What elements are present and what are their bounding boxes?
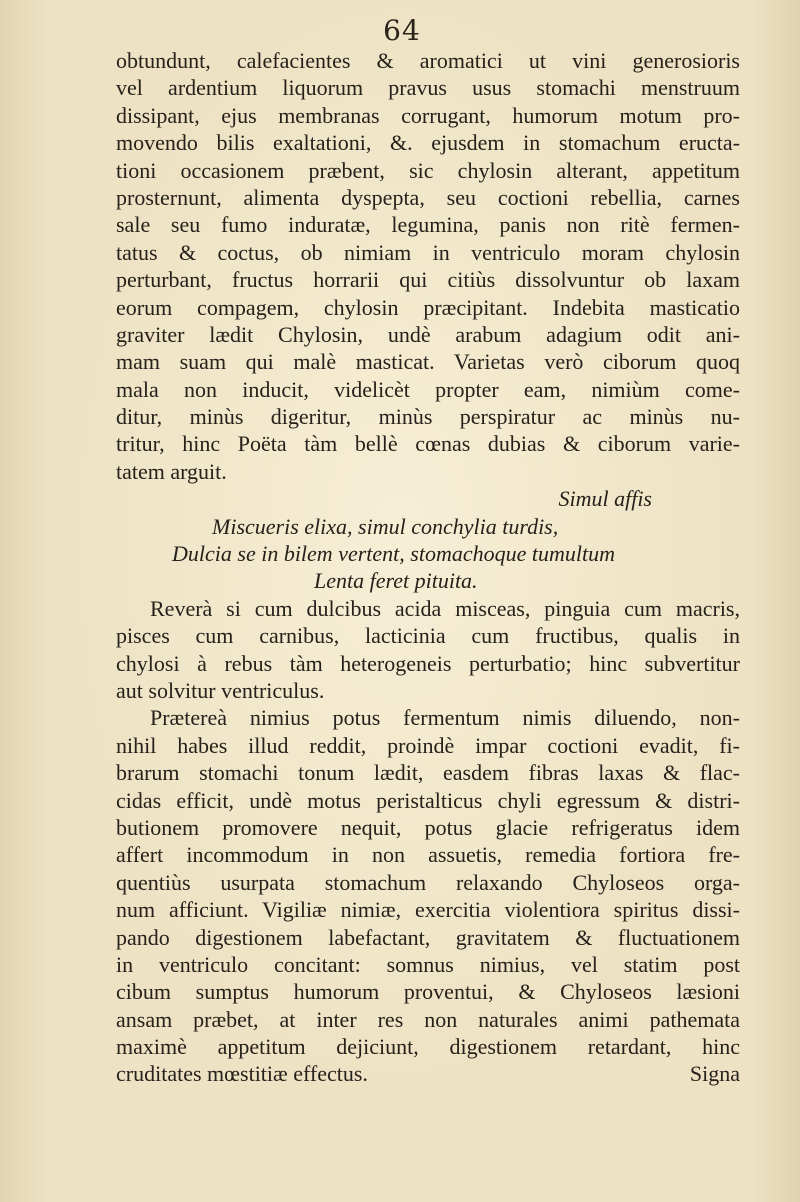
- text-line: cruditates mœstitiæ effectus.: [116, 1061, 368, 1087]
- text-line: vel ardentium liquorum pravus usus stomachi menstruum: [116, 75, 740, 101]
- text-line: cibum sumptus humorum proventui, & Chyloseos læsioni: [116, 979, 740, 1005]
- text-line: movendo bilis exaltationi, &. ejusdem in stomachum eructa-: [116, 130, 740, 156]
- verse-line: Miscueris elixa, simul conchylia turdis,: [212, 513, 559, 539]
- text-line: obtundunt, calefacientes & aromatici ut vini generosioris: [116, 48, 740, 73]
- text-line: butionem promovere nequit, potus glacie refrigeratus idem: [116, 814, 740, 840]
- text-line: cidas efficit, undè motus peristalticus chyli egressum & distri-: [116, 787, 740, 813]
- text-line: chylosi à rebus tàm heterogeneis perturbatio; hinc subvertitur: [116, 650, 740, 676]
- final-line: [116, 1060, 740, 1087]
- text-line: tritur, hinc Poëta tàm bellè cœnas dubias & ciborum varie-: [116, 431, 740, 457]
- text-line: nihil habes illud reddit, proindè impar coctioni evadit, fi-: [116, 732, 740, 758]
- page-body: [116, 47, 740, 1088]
- verse-line: Dulcia se in bilem vertent, stomachoque tumultum: [172, 541, 615, 567]
- text-line: pisces cum carnibus, lacticinia cum fructibus, qualis in: [116, 623, 740, 649]
- text-line: num afficiunt. Vigiliæ nimiæ, exercitia violentiora spiritus dissi-: [116, 897, 740, 923]
- text-line: affert incommodum in non assuetis, remedia fortiora fre-: [116, 842, 740, 868]
- text-line: graviter lædit Chylosin, undè arabum adagium odit ani-: [116, 321, 740, 347]
- verse-line: Simul affis: [558, 486, 652, 512]
- text-line: sale seu fumo induratæ, legumina, panis non ritè fermen-: [116, 212, 740, 238]
- text-line: eorum compagem, chylosin præcipitant. Indebita masticatio: [116, 294, 740, 320]
- text-line: mala non inducit, videlicèt propter eam, nimiùm come-: [116, 376, 740, 402]
- text-line: ansam præbet, at inter res non naturales animi pathemata: [116, 1006, 740, 1032]
- verse-line: Lenta feret pituita.: [314, 568, 478, 594]
- text-line: Reverà si cum dulcibus acida misceas, pinguia cum macris,: [150, 595, 740, 621]
- text-line: in ventriculo concitant: somnus nimius, vel statim post: [116, 951, 740, 977]
- catchword: Signa: [689, 1061, 740, 1087]
- text-line: ditur, minùs digeritur, minùs perspiratur ac minùs nu-: [116, 404, 740, 430]
- text-line: tioni occasionem præbent, sic chylosin alterant, appetitum: [116, 157, 740, 183]
- text-line: quentiùs usurpata stomachum relaxando Chyloseos orga-: [116, 869, 740, 895]
- text-line: prosternunt, alimenta dyspepta, seu coctioni rebellia, carnes: [116, 184, 740, 210]
- text-line: Prætereà nimius potus fermentum nimis diluendo, non-: [150, 705, 740, 731]
- text-line: dissipant, ejus membranas corrugant, humorum motum pro-: [116, 102, 740, 128]
- text-line: tatem arguit.: [116, 458, 227, 484]
- text-line: tatus & coctus, ob nimiam in ventriculo moram chylosin: [116, 239, 740, 265]
- text-line: maximè appetitum dejiciunt, digestionem retardant, hinc: [116, 1034, 740, 1060]
- text-line: aut solvitur ventriculus.: [116, 677, 325, 703]
- page-number: 64: [383, 14, 421, 47]
- text-line: pando digestionem labefactant, gravitatem & fluctuationem: [116, 924, 740, 950]
- text-line: brarum stomachi tonum lædit, easdem fibras laxas & flac-: [116, 760, 740, 786]
- text-line: perturbant, fructus horrarii qui citiùs dissolvuntur ob laxam: [116, 267, 740, 293]
- text-line: mam suam qui malè masticat. Varietas verò ciborum quoq: [116, 349, 740, 375]
